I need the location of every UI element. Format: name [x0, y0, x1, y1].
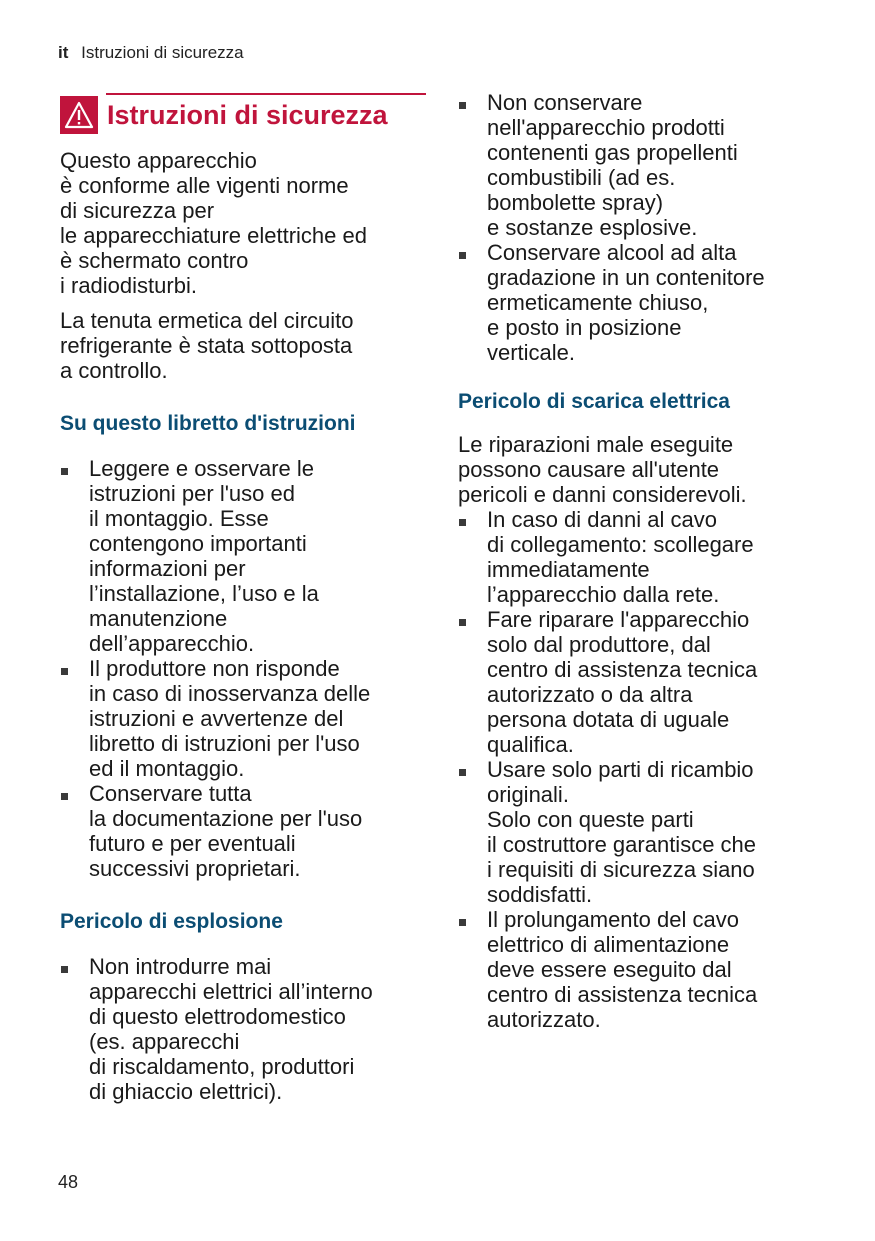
bullet-square-icon	[459, 619, 466, 626]
section-heading-libretto: Su questo libretto d'istruzioni	[60, 412, 356, 435]
warning-triangle-icon	[60, 96, 98, 134]
bullet-list-esplosione	[60, 954, 422, 1104]
list-item	[60, 656, 422, 781]
page-number: 48	[58, 1172, 79, 1192]
section-title-block	[60, 92, 422, 140]
list-item	[458, 507, 828, 607]
scarica-intro-paragraph: Le riparazioni male eseguite possono causare all'utente pericoli e danni considerevoli.	[458, 432, 747, 507]
bullet-square-icon	[61, 793, 68, 800]
list-item	[60, 456, 422, 656]
intro-paragraph: Questo apparecchio è conforme alle vigenti norme di sicurezza per le apparecchiature elettriche ed è schermato contro i radiodisturbi.	[60, 148, 367, 298]
section-heading-esplosione: Pericolo di esplosione	[60, 910, 283, 933]
bullet-square-icon	[459, 519, 466, 526]
bullet-square-icon	[459, 102, 466, 109]
list-item-text: Conservare tutta la documentazione per l'uso futuro e per eventuali successivi proprietari.	[89, 781, 363, 881]
bullet-square-icon	[61, 966, 68, 973]
list-item-text: Non introdurre mai apparecchi elettrici all’interno di questo elettrodomestico (es. apparecchi di riscaldamento, produttori di ghiaccio elettrici).	[89, 954, 373, 1104]
bullet-square-icon	[459, 252, 466, 259]
list-item-text: Usare solo parti di ricambio originali. Solo con queste parti il costruttore garantisce che i requisiti di sicurezza siano soddisfatti.	[487, 757, 757, 907]
list-item-text: Fare riparare l'apparecchio solo dal produttore, dal centro di assistenza tecnica autorizzato o da altra persona dotata di uguale qualifica.	[487, 607, 758, 757]
list-item-text: Non conservare nell'apparecchio prodotti contenenti gas propellenti combustibili (ad es. bombolette spray) e sostanze esplosive.	[487, 90, 738, 240]
list-item	[458, 907, 828, 1032]
right-column	[458, 90, 828, 1042]
page-title: Istruzioni di sicurezza	[107, 100, 388, 130]
bullet-square-icon	[459, 919, 466, 926]
language-code: it	[58, 43, 69, 62]
bullet-list-esplosione-cont	[458, 90, 828, 365]
list-item	[458, 607, 828, 757]
bullet-square-icon	[61, 468, 68, 475]
list-item	[458, 90, 828, 240]
list-item-text: Il produttore non risponde in caso di inosservanza delle istruzioni e avvertenze del libretto di istruzioni per l'uso ed il montaggio.	[89, 656, 371, 781]
page-header	[58, 43, 244, 63]
bullet-list-libretto	[60, 456, 422, 881]
list-item	[60, 954, 422, 1104]
list-item	[458, 757, 828, 907]
list-item-text: Il prolungamento del cavo elettrico di alimentazione deve essere eseguito dal centro di assistenza tecnica autorizzato.	[487, 907, 758, 1032]
list-item	[60, 781, 422, 881]
left-column	[60, 92, 422, 1114]
list-item-text: Conservare alcool ad alta gradazione in un contenitore ermeticamente chiuso, e posto in posizione verticale.	[487, 240, 765, 365]
bullet-square-icon	[459, 769, 466, 776]
bullet-list-scarica	[458, 507, 828, 1032]
bullet-square-icon	[61, 668, 68, 675]
title-rule	[106, 93, 426, 95]
intro-paragraph: La tenuta ermetica del circuito refrigerante è stata sottoposta a controllo.	[60, 308, 354, 383]
list-item	[458, 240, 828, 365]
list-item-text: Leggere e osservare le istruzioni per l'uso ed il montaggio. Esse contengono importanti informazioni per l’installazione, l’uso e la manutenzione dell’apparecchio.	[89, 456, 319, 656]
header-section-title: Istruzioni di sicurezza	[81, 43, 244, 62]
list-item-text: In caso di danni al cavo di collegamento: scollegare immediatamente l’apparecchio dalla rete.	[487, 507, 754, 607]
section-heading-scarica: Pericolo di scarica elettrica	[458, 390, 730, 413]
